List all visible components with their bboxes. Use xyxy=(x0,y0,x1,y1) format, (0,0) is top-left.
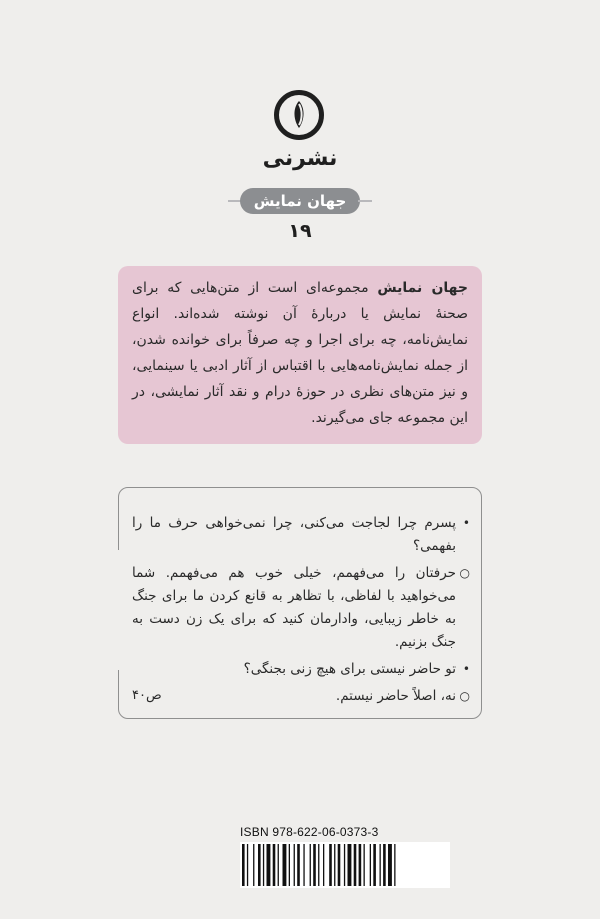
publisher-name: نشرنی xyxy=(262,146,338,171)
page-reference: ص۴۰ xyxy=(132,688,162,703)
series-number: ۱۹ xyxy=(288,220,312,242)
series-description-lead: جهان نمایش xyxy=(377,280,469,296)
series-banner xyxy=(0,188,600,214)
barcode-icon xyxy=(240,842,450,888)
isbn-number: ISBN 978-622-06-0373-3 xyxy=(240,825,379,839)
dialogue-line xyxy=(132,658,470,681)
dialogue-line xyxy=(132,685,470,708)
dialogue-text: نه، اصلاً حاضر نیستم. xyxy=(335,688,456,704)
series-name: جهان نمایش xyxy=(240,188,360,214)
dialogue-text: تو حاضر نیستی برای هیچ زنی بجنگی؟ xyxy=(243,661,456,677)
dialogue-text: حرفتان را می‌فهمم، خیلی خوب هم می‌فهمم. شما می‌خواهید با لفاظی، با تظاهر به قانع کردن ما برای جنگ به خاطر زیبایی، وادارمان کنید که برای یک زن دست به جنگ بزنیم. xyxy=(132,565,456,650)
circle-bullet-icon: ○ xyxy=(459,689,470,703)
bullet-icon: • xyxy=(462,516,470,530)
bullet-icon: • xyxy=(462,662,470,676)
series-line-right xyxy=(358,200,372,202)
dialogue-text: پسرم چرا لجاجت می‌کنی، چرا نمی‌خواهی حرف ما را بفهمی؟ xyxy=(132,515,456,554)
dialogue-line xyxy=(132,562,470,654)
series-description-box xyxy=(118,266,482,444)
publisher-logo-icon xyxy=(274,90,324,140)
dialogue-line xyxy=(132,512,470,558)
series-description-text: مجموعه‌ای است از متن‌هایی که برای صحنهٔ نمایش یا دربارهٔ آن نوشته شده‌اند. انواع نمایش‌نامه، چه برای اجرا و چه صرفاً برای خوانده شدن، از جمله نمایش‌نامه‌هایی با اقتباس از آثار ادبی یا سینمایی، و نیز متن‌های نظری در حوزهٔ درام و نقد آثار نمایشی، در این مجموعه جای می‌گیرند. xyxy=(132,280,468,426)
circle-bullet-icon: ○ xyxy=(459,566,470,580)
dialogue-excerpt xyxy=(132,512,470,708)
